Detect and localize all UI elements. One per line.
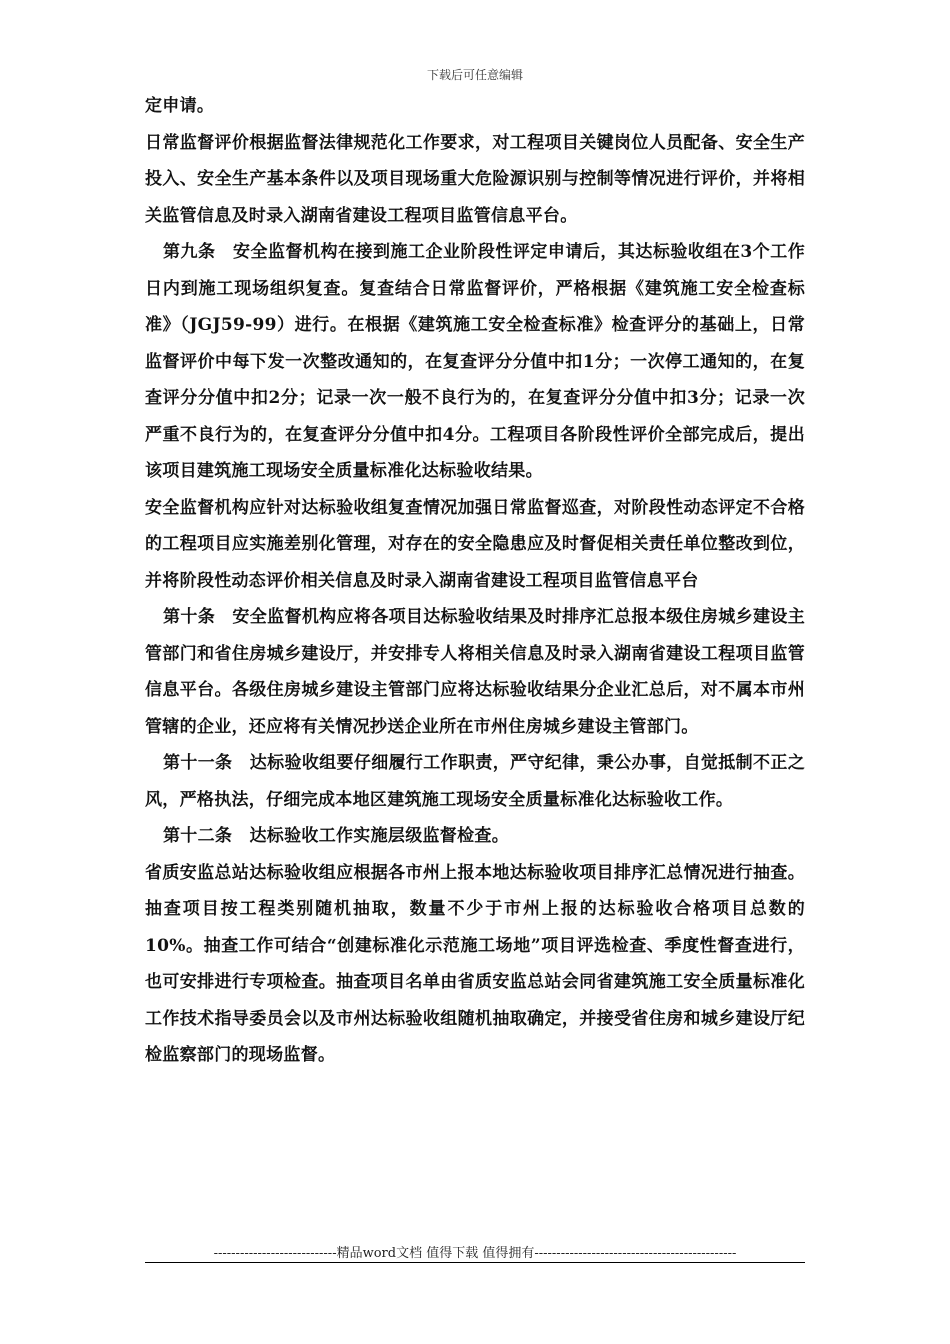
paragraph-daily-supervision: 日常监督评价根据监督法律规范化工作要求，对工程项目关键岗位人员配备、安全生产投入、安全生产基本条件以及项目现场重大危险源识别与控制等情况进行评价，并将相关监管信息及时录入湖南省建设工程项目监管信息平台。 [145, 132, 805, 226]
paragraph-continuation: 定申请。 [145, 96, 215, 116]
paragraph-supervision-inspection: 安全监督机构应针对达标验收组复查情况加强日常监督巡查，对阶段性动态评定不合格的工程项目应实施差别化管理，对存在的安全隐患应及时督促相关责任单位整改到位，并将阶段性动态评价相关信息及时录入湖南省建设工程项目监管信息平台 [145, 497, 805, 591]
paragraph-article-10: 第十条 安全监督机构应将各项目达标验收结果及时排序汇总报本级住房城乡建设主管部门和省住房城乡建设厅，并安排专人将相关信息及时录入湖南省建设工程项目监管信息平台。各级住房城乡建设主管部门应将达标验收结果分企业汇总后，对不属本市州管辖的企业，还应将有关情况抄送企业所在市州住房城乡建设主管部门。 [145, 607, 805, 737]
paragraph-spot-check: 省质安监总站达标验收组应根据各市州上报本地达标验收项目排序汇总情况进行抽查。抽查项目按工程类别随机抽取，数量不少于市州上报的达标验收合格项目总数的10%。抽查工作可结合“创建标准化示范施工场地”项目评选检查、季度性督查进行，也可安排进行专项检查。抽查项目名单由省质安监总站会同省建筑施工安全质量标准化工作技术指导委员会以及市州达标验收组随机抽取确定，并接受省住房和城乡建设厅纪检监察部门的现场监督。 [145, 862, 805, 1065]
document-body [145, 88, 805, 1074]
footer-divider [145, 1262, 805, 1263]
paragraph-article-9: 第九条 安全监督机构在接到施工企业阶段性评定申请后，其达标验收组在3个工作日内到施工现场组织复查。复查结合日常监督评价，严格根据《建筑施工安全检查标准》（JGJ59-99）进行。在根据《建筑施工安全检查标准》检查评分的基础上，日常监督评价中每下发一次整改通知的，在复查评分分值中扣1分；一次停工通知的，在复查评分分值中扣2分；记录一次一般不良行为的，在复查评分分值中扣3分；记录一次严重不良行为的，在复查评分分值中扣4分。工程项目各阶段性评价全部完成后，提出该项目建筑施工现场安全质量标准化达标验收结果。 [145, 242, 805, 481]
paragraph-article-12: 第十二条 达标验收工作实施层级监督检查。 [163, 826, 509, 846]
paragraph-article-11: 第十一条 达标验收组要仔细履行工作职责，严守纪律，秉公办事，自觉抵制不正之风，严格执法，仔细完成本地区建筑施工现场安全质量标准化达标验收工作。 [145, 753, 805, 810]
page-footer: ----------------------------精品word文档 值得下载 值得拥有---------------------------------------------- [213, 1246, 737, 1261]
page-header: 下载后可任意编辑 [426, 68, 523, 82]
